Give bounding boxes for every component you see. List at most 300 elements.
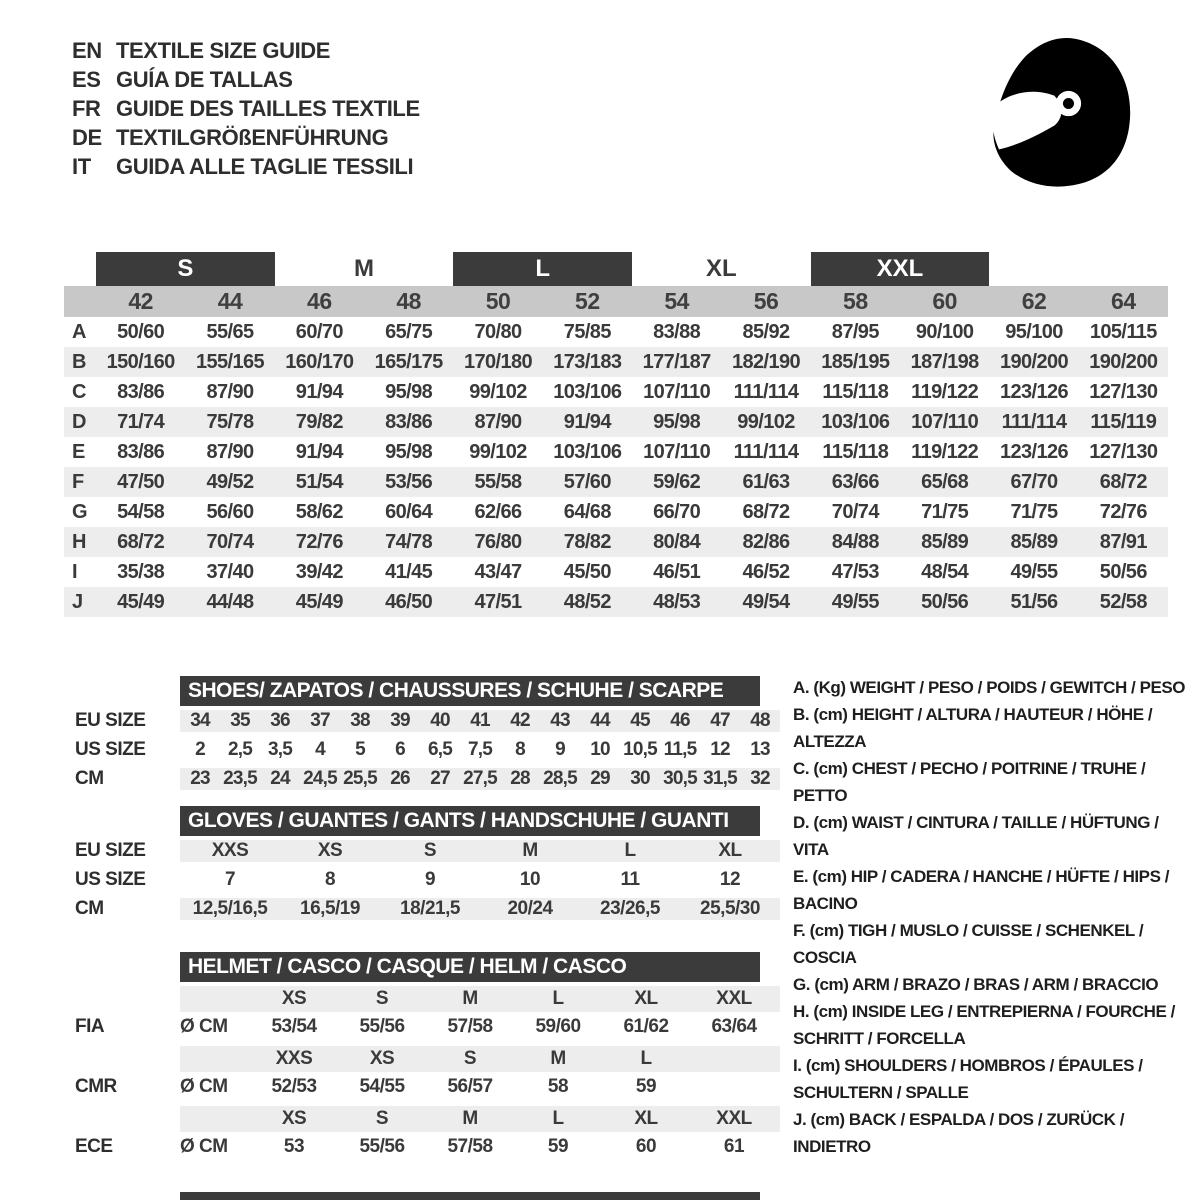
table-cell: 127/130 bbox=[1089, 380, 1158, 403]
gloves-title: GLOVES / GUANTES / GANTS / HANDSCHUHE / GUANTI bbox=[188, 809, 729, 832]
table-cell: 45 bbox=[620, 710, 660, 732]
table-cell: 49/55 bbox=[831, 590, 879, 613]
table-cell: 55/58 bbox=[474, 470, 522, 493]
table-cell: 83/86 bbox=[117, 380, 165, 403]
table-cell: 39/42 bbox=[295, 560, 343, 583]
table-cell: XXS bbox=[180, 840, 280, 862]
table-cell: 57/58 bbox=[447, 1016, 493, 1037]
row-key: D bbox=[72, 410, 86, 433]
table-cell: 23,5 bbox=[220, 768, 260, 790]
row-key: B bbox=[72, 350, 86, 373]
legend-item: C. (cm) CHEST / PECHO / POITRINE / TRUHE / PETTO bbox=[793, 759, 1146, 805]
language-row bbox=[72, 123, 420, 152]
table-cell: 49/52 bbox=[206, 470, 254, 493]
table-cell: 165/175 bbox=[374, 350, 443, 373]
table-cell: 51/54 bbox=[295, 470, 343, 493]
table-cell: 57/60 bbox=[563, 470, 611, 493]
size-label: XS bbox=[281, 1108, 307, 1129]
table-cell: 54/58 bbox=[117, 500, 165, 523]
row-label: CM bbox=[75, 897, 104, 919]
row-key: H bbox=[72, 530, 86, 553]
table-cell: 115/118 bbox=[822, 380, 889, 403]
table-cell: 51/56 bbox=[1010, 590, 1058, 613]
table-cell: XS bbox=[280, 840, 380, 862]
table-cell: 111/114 bbox=[733, 380, 799, 403]
table-cell: 160/170 bbox=[285, 350, 354, 373]
row-key: F bbox=[72, 470, 84, 493]
table-cell: 91/94 bbox=[563, 410, 611, 433]
table-cell: 45/50 bbox=[563, 560, 611, 583]
table-cell: 16,5/19 bbox=[280, 898, 380, 920]
table-cell: 45/49 bbox=[117, 590, 165, 613]
size-label: XL bbox=[634, 1108, 658, 1129]
table-cell: 71/75 bbox=[1010, 500, 1058, 523]
table-cell: S bbox=[380, 840, 480, 862]
table-cell: 48/52 bbox=[563, 590, 611, 613]
table-cell: 87/90 bbox=[206, 380, 254, 403]
unit-label: Ø CM bbox=[180, 1136, 228, 1157]
size-number: 64 bbox=[1111, 288, 1136, 314]
table-cell: 111/114 bbox=[733, 440, 799, 463]
table-cell: 95/98 bbox=[385, 380, 433, 403]
table-cell: 70/74 bbox=[831, 500, 879, 523]
standard-name: ECE bbox=[75, 1136, 113, 1157]
shoes-title: SHOES/ ZAPATOS / CHAUSSURES / SCHUHE / SCARPE bbox=[188, 679, 724, 702]
table-row bbox=[64, 557, 1168, 587]
table-cell: 99/102 bbox=[469, 380, 527, 403]
table-cell: 66/70 bbox=[653, 500, 701, 523]
size-group-text: L bbox=[535, 255, 550, 282]
helmet-size-band-fia bbox=[180, 986, 780, 1012]
language-title: TEXTILE SIZE GUIDE bbox=[116, 37, 331, 63]
row-label: US SIZE bbox=[75, 868, 146, 890]
table-row bbox=[64, 467, 1168, 497]
helmet-section bbox=[75, 952, 785, 1162]
language-code: IT bbox=[72, 153, 91, 179]
table-cell: 43 bbox=[540, 710, 580, 732]
table-cell: 52/58 bbox=[1099, 590, 1147, 613]
size-group-text: S bbox=[177, 255, 194, 282]
shoes-rows bbox=[75, 706, 785, 793]
table-cell: 103/106 bbox=[821, 410, 890, 433]
table-cell: 64/68 bbox=[563, 500, 611, 523]
table-cell: 185/195 bbox=[821, 350, 890, 373]
row-key: I bbox=[72, 560, 77, 583]
row-label: EU SIZE bbox=[75, 709, 146, 731]
table-row bbox=[75, 706, 785, 735]
table-cell: 12 bbox=[719, 868, 741, 890]
size-number: 48 bbox=[396, 288, 421, 314]
table-cell: 61/63 bbox=[742, 470, 790, 493]
table-cell: 45/49 bbox=[295, 590, 343, 613]
legend-item: D. (cm) WAIST / CINTURA / TAILLE / HÜFTUNG / VITA bbox=[793, 813, 1159, 859]
table-cell: 36 bbox=[260, 710, 300, 732]
helmet-size-band-ece bbox=[180, 1106, 780, 1132]
table-row bbox=[75, 735, 785, 764]
language-code: EN bbox=[72, 37, 102, 63]
table-cell: 56/57 bbox=[447, 1076, 493, 1097]
size-label: S bbox=[375, 988, 389, 1009]
cropped-section-bar bbox=[180, 1192, 760, 1200]
legend-item: B. (cm) HEIGHT / ALTURA / HAUTEUR / HÖHE / ALTEZZA bbox=[793, 705, 1153, 751]
size-group-label bbox=[275, 252, 454, 286]
table-cell: 48/53 bbox=[653, 590, 701, 613]
table-cell: 187/198 bbox=[910, 350, 979, 373]
table-cell: 85/89 bbox=[921, 530, 969, 553]
table-cell: 7,5 bbox=[467, 738, 492, 760]
table-cell: 127/130 bbox=[1089, 440, 1158, 463]
size-label: XL bbox=[634, 988, 658, 1009]
table-cell: 111/114 bbox=[1001, 410, 1067, 433]
table-row bbox=[75, 764, 785, 793]
language-title: GUIDA ALLE TAGLIE TESSILI bbox=[116, 153, 414, 179]
helmet-values-fia bbox=[75, 1012, 785, 1042]
table-cell: 27,5 bbox=[460, 768, 500, 790]
table-cell: 47 bbox=[700, 710, 740, 732]
size-number: 56 bbox=[753, 288, 779, 314]
table-cell: 107/110 bbox=[643, 380, 711, 403]
table-cell: 84/88 bbox=[831, 530, 879, 553]
table-cell: 49/55 bbox=[1010, 560, 1058, 583]
table-cell: 10 bbox=[519, 868, 541, 890]
table-row bbox=[75, 836, 785, 865]
legend-item: E. (cm) HIP / CADERA / HANCHE / HÜFTE / HIPS / BACINO bbox=[793, 867, 1170, 913]
table-cell: 76/80 bbox=[474, 530, 522, 553]
table-cell: 7 bbox=[224, 868, 236, 890]
table-cell: 25,5 bbox=[340, 768, 380, 790]
row-key: G bbox=[72, 500, 87, 523]
table-cell: 40 bbox=[420, 710, 460, 732]
table-cell: 47/53 bbox=[831, 560, 879, 583]
table-cell: 23 bbox=[180, 768, 220, 790]
table-cell: 90/100 bbox=[915, 320, 974, 343]
size-label: XXL bbox=[716, 1108, 752, 1129]
size-label: M bbox=[462, 1108, 478, 1129]
table-cell: 78/82 bbox=[563, 530, 611, 553]
table-cell: 37 bbox=[300, 710, 340, 732]
table-cell: 119/122 bbox=[911, 380, 979, 403]
table-cell: 83/88 bbox=[653, 320, 701, 343]
table-cell: 48 bbox=[740, 710, 780, 732]
table-cell: 99/102 bbox=[469, 440, 527, 463]
textile-size-table bbox=[64, 252, 1168, 617]
table-cell: 65/75 bbox=[385, 320, 433, 343]
table-cell: 27 bbox=[420, 768, 460, 790]
size-label: M bbox=[550, 1048, 566, 1069]
shoes-section-header bbox=[180, 676, 760, 706]
table-cell: 56/60 bbox=[206, 500, 254, 523]
table-cell: 61 bbox=[723, 1136, 745, 1157]
table-cell: 2,5 bbox=[227, 738, 252, 760]
row-key: A bbox=[72, 320, 86, 343]
table-cell: 30,5 bbox=[660, 768, 700, 790]
table-cell: 53/54 bbox=[271, 1016, 317, 1037]
language-row bbox=[72, 65, 420, 94]
table-cell: 57/58 bbox=[447, 1136, 493, 1157]
table-cell: 155/165 bbox=[195, 350, 265, 373]
size-label: M bbox=[462, 988, 478, 1009]
row-label: EU SIZE bbox=[75, 839, 146, 861]
table-row bbox=[75, 894, 785, 923]
table-cell: 71/75 bbox=[921, 500, 969, 523]
language-title: GUIDE DES TAILLES TEXTILE bbox=[116, 95, 420, 121]
table-cell: 12,5/16,5 bbox=[180, 898, 280, 920]
table-row bbox=[64, 437, 1168, 467]
table-cell: 10,5 bbox=[623, 738, 657, 760]
table-cell: 59/60 bbox=[535, 1016, 581, 1037]
table-cell: 68/72 bbox=[742, 500, 790, 523]
table-row bbox=[64, 317, 1168, 347]
table-cell: 70/74 bbox=[206, 530, 254, 553]
table-cell: 30 bbox=[620, 768, 660, 790]
table-cell: 60 bbox=[635, 1136, 657, 1157]
table-cell: 123/126 bbox=[999, 440, 1069, 463]
table-cell: 87/90 bbox=[206, 440, 254, 463]
legend-item: G. (cm) ARM / BRAZO / BRAS / ARM / BRACCIO bbox=[793, 975, 1159, 994]
table-cell: 119/122 bbox=[911, 440, 979, 463]
size-number: 58 bbox=[843, 288, 868, 314]
size-label: XS bbox=[281, 988, 307, 1009]
table-cell: 190/200 bbox=[1089, 350, 1158, 373]
table-cell: 2 bbox=[195, 738, 205, 760]
helmet-values-ece bbox=[75, 1132, 785, 1162]
table-cell: 59/62 bbox=[653, 470, 701, 493]
table-cell: 43/47 bbox=[474, 560, 522, 583]
table-cell: 60/64 bbox=[385, 500, 433, 523]
table-cell: 25,5/30 bbox=[680, 898, 780, 920]
table-cell: 72/76 bbox=[1099, 500, 1147, 523]
table-cell: 18/21,5 bbox=[380, 898, 480, 920]
table-cell: 6 bbox=[395, 738, 405, 760]
table-cell: 68/72 bbox=[1099, 470, 1147, 493]
language-row bbox=[72, 94, 420, 123]
table-cell: 107/110 bbox=[643, 440, 711, 463]
legend-item: I. (cm) SHOULDERS / HOMBROS / ÉPAULES / SCHULTERN / SPALLE bbox=[793, 1056, 1143, 1102]
table-cell: 70/80 bbox=[474, 320, 522, 343]
measurement-legend bbox=[793, 674, 1195, 1160]
size-group-text: M bbox=[353, 255, 374, 282]
table-cell: 68/72 bbox=[117, 530, 165, 553]
standard-name: FIA bbox=[75, 1016, 105, 1037]
table-cell: 31,5 bbox=[700, 768, 740, 790]
table-cell: 50/56 bbox=[1099, 560, 1147, 583]
size-label: L bbox=[552, 988, 564, 1009]
gloves-rows bbox=[75, 836, 785, 923]
table-cell: 55/56 bbox=[359, 1136, 405, 1157]
table-cell: 59 bbox=[635, 1076, 657, 1097]
row-key: C bbox=[72, 380, 86, 403]
racing-helmet-icon bbox=[980, 28, 1138, 198]
table-cell: 42 bbox=[500, 710, 540, 732]
language-code: ES bbox=[72, 66, 101, 92]
table-cell: 5 bbox=[355, 738, 365, 760]
table-cell: 8 bbox=[324, 868, 336, 890]
helmet-values-cmr bbox=[75, 1072, 785, 1102]
table-cell: 53 bbox=[283, 1136, 305, 1157]
table-cell: 79/82 bbox=[295, 410, 343, 433]
table-cell: 177/187 bbox=[642, 350, 711, 373]
size-group-label bbox=[811, 252, 990, 286]
table-cell: 123/126 bbox=[999, 380, 1069, 403]
table-cell: 83/86 bbox=[385, 410, 433, 433]
table-cell: 105/115 bbox=[1089, 320, 1157, 343]
table-cell: 150/160 bbox=[106, 350, 175, 373]
table-cell: 95/98 bbox=[385, 440, 433, 463]
table-cell: 12 bbox=[710, 738, 730, 760]
size-group-text: XL bbox=[705, 255, 737, 282]
size-number: 52 bbox=[575, 288, 600, 314]
table-cell: 9 bbox=[424, 868, 436, 890]
size-number: 62 bbox=[1021, 288, 1047, 314]
row-key: E bbox=[72, 440, 85, 463]
table-cell: 13 bbox=[750, 738, 770, 760]
measurement-rows bbox=[64, 317, 1168, 617]
table-cell: 44 bbox=[580, 710, 620, 732]
table-cell: 74/78 bbox=[385, 530, 433, 553]
table-cell: 83/86 bbox=[117, 440, 165, 463]
table-cell: 85/92 bbox=[742, 320, 790, 343]
table-cell: 44/48 bbox=[206, 590, 254, 613]
table-cell: 75/78 bbox=[206, 410, 254, 433]
table-cell: 85/89 bbox=[1010, 530, 1058, 553]
table-cell: 28,5 bbox=[540, 768, 580, 790]
table-cell: 65/68 bbox=[921, 470, 969, 493]
table-cell: 46/50 bbox=[385, 590, 433, 613]
table-cell: 80/84 bbox=[653, 530, 701, 553]
table-cell: 50/56 bbox=[921, 590, 969, 613]
table-cell: 34 bbox=[180, 710, 220, 732]
table-cell: 23/26,5 bbox=[580, 898, 680, 920]
helmet-section-header bbox=[180, 952, 760, 982]
table-cell: 115/119 bbox=[1090, 410, 1157, 433]
gloves-section bbox=[75, 806, 785, 923]
table-cell: L bbox=[580, 840, 680, 862]
language-header bbox=[72, 36, 420, 181]
size-label: XXL bbox=[716, 988, 752, 1009]
table-row bbox=[64, 527, 1168, 557]
table-cell: 46/51 bbox=[653, 560, 701, 583]
table-cell: 58/62 bbox=[295, 500, 343, 523]
table-cell: 91/94 bbox=[295, 440, 343, 463]
table-cell: 87/91 bbox=[1099, 530, 1147, 553]
unit-label: Ø CM bbox=[180, 1076, 228, 1097]
table-cell: 53/56 bbox=[385, 470, 433, 493]
gloves-section-header bbox=[180, 806, 760, 836]
legend-item: A. (Kg) WEIGHT / PESO / POIDS / GEWITCH / PESO bbox=[793, 678, 1186, 697]
table-cell: M bbox=[480, 840, 580, 862]
table-cell: 63/66 bbox=[831, 470, 879, 493]
table-cell: 41 bbox=[460, 710, 500, 732]
table-cell: 47/51 bbox=[474, 590, 522, 613]
table-cell: 24,5 bbox=[300, 768, 340, 790]
size-group-label bbox=[96, 252, 275, 286]
table-cell: 58 bbox=[547, 1076, 569, 1097]
language-row bbox=[72, 152, 420, 181]
table-cell: 67/70 bbox=[1010, 470, 1058, 493]
legend-item: J. (cm) BACK / ESPALDA / DOS / ZURÜCK / INDIETRO bbox=[793, 1110, 1124, 1156]
table-row bbox=[64, 377, 1168, 407]
row-label: US SIZE bbox=[75, 738, 146, 760]
table-cell: 47/50 bbox=[117, 470, 165, 493]
table-cell: 4 bbox=[315, 738, 325, 760]
table-cell: 115/118 bbox=[822, 440, 889, 463]
table-cell: 3,5 bbox=[267, 738, 292, 760]
size-number: 46 bbox=[307, 288, 332, 314]
size-number: 50 bbox=[485, 288, 511, 314]
row-label: CM bbox=[75, 767, 104, 789]
table-cell: 173/183 bbox=[553, 350, 622, 373]
table-cell: 61/62 bbox=[623, 1016, 669, 1037]
table-cell: 95/100 bbox=[1005, 320, 1063, 343]
size-label: L bbox=[552, 1108, 564, 1129]
table-cell: 71/74 bbox=[117, 410, 165, 433]
table-cell: 24 bbox=[260, 768, 300, 790]
table-cell: 87/95 bbox=[831, 320, 879, 343]
table-cell: 11 bbox=[620, 868, 640, 890]
legend-item: H. (cm) INSIDE LEG / ENTREPIERNA / FOURCHE / SCHRITT / FORCELLA bbox=[793, 1002, 1175, 1048]
table-cell: 9 bbox=[555, 738, 565, 760]
language-row bbox=[72, 36, 420, 65]
table-cell: 41/45 bbox=[385, 560, 433, 583]
table-cell: 6,5 bbox=[427, 738, 452, 760]
table-cell: 182/190 bbox=[731, 350, 801, 373]
table-cell: 32 bbox=[740, 768, 780, 790]
table-cell: 190/200 bbox=[999, 350, 1069, 373]
language-title: GUÍA DE TALLAS bbox=[116, 66, 293, 92]
size-label: L bbox=[640, 1048, 652, 1069]
table-row bbox=[64, 587, 1168, 617]
unit-label: Ø CM bbox=[180, 1016, 228, 1037]
row-key: J bbox=[72, 590, 83, 613]
table-cell: 55/56 bbox=[359, 1016, 405, 1037]
table-cell: 46/52 bbox=[742, 560, 790, 583]
table-cell: 11,5 bbox=[663, 738, 697, 760]
size-label: S bbox=[375, 1108, 389, 1129]
table-cell: 75/85 bbox=[563, 320, 611, 343]
table-cell: 55/65 bbox=[206, 320, 254, 343]
table-cell: 28 bbox=[500, 768, 540, 790]
table-cell: 87/90 bbox=[474, 410, 522, 433]
table-cell: 46 bbox=[660, 710, 700, 732]
language-code: FR bbox=[72, 95, 101, 121]
table-cell: 82/86 bbox=[742, 530, 790, 553]
size-number: 42 bbox=[128, 288, 153, 314]
table-cell: 29 bbox=[580, 768, 620, 790]
table-row bbox=[64, 407, 1168, 437]
table-row bbox=[64, 497, 1168, 527]
table-row bbox=[64, 347, 1168, 377]
table-cell: 20/24 bbox=[480, 898, 580, 920]
size-number: 60 bbox=[932, 288, 957, 314]
shoes-section bbox=[75, 676, 785, 793]
table-cell: 60/70 bbox=[295, 320, 343, 343]
table-row bbox=[75, 865, 785, 894]
size-group-label bbox=[632, 252, 811, 286]
size-label: XXS bbox=[275, 1048, 313, 1069]
table-cell: 35 bbox=[220, 710, 260, 732]
table-cell: 72/76 bbox=[295, 530, 343, 553]
table-cell: 107/110 bbox=[911, 410, 979, 433]
table-cell: 103/106 bbox=[553, 380, 622, 403]
table-cell: 103/106 bbox=[553, 440, 622, 463]
legend-item: F. (cm) TIGH / MUSLO / CUISSE / SCHENKEL / COSCIA bbox=[793, 921, 1144, 967]
size-label: XS bbox=[369, 1048, 395, 1069]
table-cell: 38 bbox=[340, 710, 380, 732]
table-cell: 50/60 bbox=[117, 320, 165, 343]
table-cell: 52/53 bbox=[271, 1076, 317, 1097]
table-cell: 35/38 bbox=[117, 560, 165, 583]
table-cell: 39 bbox=[380, 710, 420, 732]
